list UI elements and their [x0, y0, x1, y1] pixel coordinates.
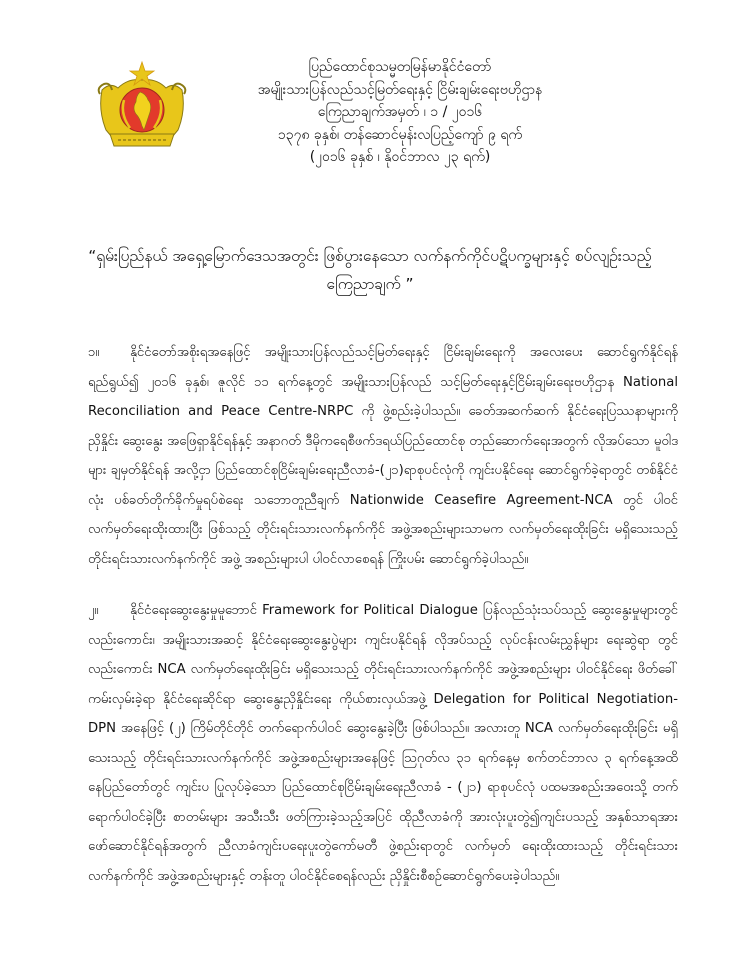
myanmar-state-seal-icon	[96, 60, 188, 150]
document-title	[70, 242, 670, 298]
paragraph-text: နိုင်ငံတော်အစိုးရအနေဖြင့် အမျိုးသားပြန်လည်သင့်မြတ်ရေးနှင့် ငြိမ်းချမ်းရေးကို အလေးပေး ဆောင်ရွက်နိုင်ရန် ရည်ရွယ်၍ ၂၀၁၆ ခုနှစ်၊ ဇူလိုင် ၁၁ ရက်နေ့တွင် အမျိုးသားပြန်လည် သင့်မြတ်ရေးနှင့်ငြိမ်းချမ်းရေးဗဟိုဌာန National Reconciliation and Peace Centre-NRPC ကို ဖွဲ့စည်းခဲ့ပါသည်။ ခေတ်အဆက်ဆက် နိုင်ငံရေးပြဿနာများကို ညှိနှိုင်း ဆွေးနွေး အဖြေရှာနိုင်ရန်နှင့် အနာဂတ် ဒီမိုကရေစီဖက်ဒရယ်ပြည်ထောင်စု တည်ဆောက်ရေးအတွက် လိုအပ်သော မူဝါဒများ ချမှတ်နိုင်ရန် အလို့ငှာ ပြည်ထောင်စုငြိမ်းချမ်းရေးညီလာခံ-(၂၁)ရာစုပင်လုံကို ကျင်းပနိုင်ရေး ဆောင်ရွက်ခဲ့ရာတွင် တစ်နိုင်ငံလုံး ပစ်ခတ်တိုက်ခိုက်မှုရပ်စဲရေး သဘောတူညီချက် Nationwide Ceasefire Agreement-NCA တွင် ပါဝင် လက်မှတ်ရေးထိုးထားပြီး ဖြစ်သည့် တိုင်းရင်းသားလက်နက်ကိုင် အဖွဲ့အစည်းများသာမက လက်မှတ်ရေးထိုးခြင်း မရှိသေးသည့် တိုင်းရင်းသားလက်နက်ကိုင် အဖွဲ့ အစည်းများပါ ပါဝင်လာစေရန် ကြိုးပမ်း ဆောင်ရွက်ခဲ့ပါသည်။	[88, 345, 678, 567]
document-header	[200, 56, 600, 169]
header-gregorian-date: (၂၀၁၆ ခုနှစ် ၊ နိုဝင်ဘာလ ၂၃ ရက်)	[309, 149, 491, 165]
header-agency-name: အမျိုးသားပြန်လည်သင့်မြတ်ရေးနှင့် ငြိမ်းချမ်းရေးဗဟိုဌာန	[257, 81, 543, 98]
title-line-1: “ရှမ်းပြည်နယ် အရှေ့မြောက်ဒေသအတွင်း ဖြစ်ပွားနေသော လက်နက်ကိုင်ပဋိပက္ခများနှင့် စပ်လျဉ်းသည့်	[88, 247, 652, 265]
paragraph-number: ၂။	[88, 603, 99, 618]
header-myanmar-date: ၁၃၇၈ ခုနှစ်၊ တန်ဆောင်မုန်းလပြည့်ကျော် ၉ ရက်	[277, 126, 523, 143]
paragraph-1	[88, 338, 678, 574]
header-country-name: ပြည်ထောင်စုသမ္မတမြန်မာနိုင်ငံတော်	[308, 59, 492, 75]
title-line-2: ကြေညာချက် ”	[326, 275, 414, 293]
paragraph-2	[88, 596, 678, 891]
paragraph-text: နိုင်ငံရေးဆွေးနွေးမှုမူဘောင် Framework for Political Dialogue ပြန်လည်သုံးသပ်သည့် ဆွေးနွေးမှုများတွင် လည်းကောင်း၊ အမျိုးသားအဆင့် နိုင်ငံရေးဆွေးနွေးပွဲများ ကျင်းပနိုင်ရန် လိုအပ်သည့် လုပ်ငန်းလမ်းညွှန်များ ရေးဆွဲရာ တွင်လည်းကောင်း NCA လက်မှတ်ရေးထိုးခြင်း မရှိသေးသည့် တိုင်းရင်းသားလက်နက်ကိုင် အဖွဲ့အစည်းများ ပါဝင်နိုင်ရေး ဖိတ်ခေါ် ကမ်းလှမ်းခဲ့ရာ နိုင်ငံရေးဆိုင်ရာ ဆွေးနွေးညှိနှိုင်းရေး ကိုယ်စားလှယ်အဖွဲ့ Delegation for Political Negotiation-DPN အနေဖြင့် (၂) ကြိမ်တိုင်တိုင် တက်ရောက်ပါဝင် ဆွေးနွေးခဲ့ပြီး ဖြစ်ပါသည်။ အလားတူ NCA လက်မှတ်ရေးထိုးခြင်း မရှိသေးသည့် တိုင်းရင်းသားလက်နက်ကိုင် အဖွဲ့အစည်းများအနေဖြင့် ဩဂုတ်လ ၃၁ ရက်နေ့မှ စက်တင်ဘာလ ၃ ရက်နေ့အထိ နေပြည်တော်တွင် ကျင်းပ ပြုလုပ်ခဲ့သော ပြည်ထောင်စုငြိမ်းချမ်းရေးညီလာခံ - (၂၁) ရာစုပင်လုံ ပထမအစည်းအဝေးသို့ တက်ရောက်ပါဝင်ခဲ့ပြီး စာတမ်းများ အသီးသီး ဖတ်ကြားခဲ့သည့်အပြင် ထိုညီလာခံကို အားလုံးပူးတွဲ၍ကျင်းပသည့် အနှစ်သာရအား ဖော်ဆောင်နိုင်ရန်အတွက် ညီလာခံကျင်းပရေးပူးတွဲကော်မတီ ဖွဲ့စည်းရာတွင် လက်မှတ် ရေးထိုးထားသည့် တိုင်းရင်းသား လက်နက်ကိုင် အဖွဲ့အစည်းများနှင့် တန်းတူ ပါဝင်နိုင်စေရန်လည်း ညှိနှိုင်းစီစဉ်ဆောင်ရွက်ပေးခဲ့ပါသည်။	[88, 603, 678, 884]
header-statement-number: ကြေညာချက်အမှတ် ၊ ၁ / ၂၀၁၆	[317, 104, 483, 120]
paragraph-number: ၁။	[88, 345, 100, 360]
